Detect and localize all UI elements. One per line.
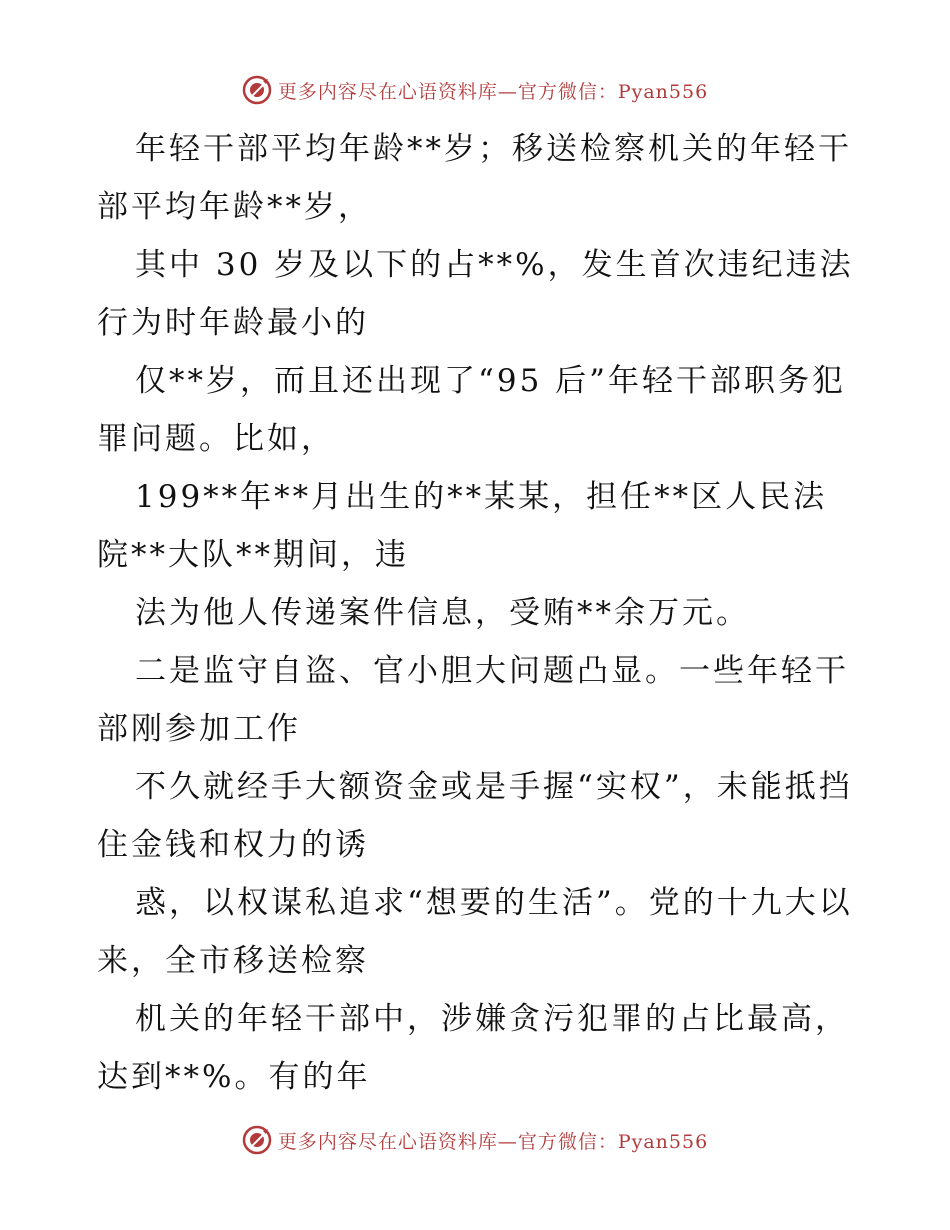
paragraph-7: 不久就经手大额资金或是手握“实权”，未能抵挡住金钱和权力的诱 bbox=[97, 769, 853, 863]
seal-logo-icon bbox=[242, 1125, 272, 1155]
paragraph-9: 机关的年轻干部中，涉嫌贪污犯罪的占比最高，达到**%。有的年 bbox=[97, 1001, 849, 1095]
paragraph-3: 仅**岁，而且还出现了“95 后”年轻干部职务犯罪问题。比如， bbox=[97, 363, 846, 457]
paragraph-6: 二是监守自盗、官小胆大问题凸显。一些年轻干部刚参加工作 bbox=[97, 653, 849, 747]
paragraph-1: 年轻干部平均年龄**岁；移送检察机关的年轻干部平均年龄**岁， bbox=[97, 131, 852, 225]
footer-banner bbox=[0, 1120, 950, 1160]
paragraph-5: 法为他人传递案件信息，受贿**余万元。 bbox=[135, 595, 750, 631]
paragraph-4: 199**年**月出生的**某某，担任**区人民法院**大队**期间，违 bbox=[97, 479, 828, 573]
paragraph-8: 惑，以权谋私追求“想要的生活”。党的十九大以来，全市移送检察 bbox=[97, 885, 853, 979]
header-banner bbox=[0, 70, 950, 110]
paragraph-2: 其中 30 岁及以下的占**%，发生首次违纪违法行为时年龄最小的 bbox=[97, 247, 854, 341]
seal-logo-icon bbox=[242, 75, 272, 105]
header-banner-text: 更多内容尽在心语资料库—官方微信：Pyan556 bbox=[277, 80, 709, 103]
document-body bbox=[97, 120, 857, 1106]
footer-banner-text: 更多内容尽在心语资料库—官方微信：Pyan556 bbox=[277, 1130, 709, 1153]
